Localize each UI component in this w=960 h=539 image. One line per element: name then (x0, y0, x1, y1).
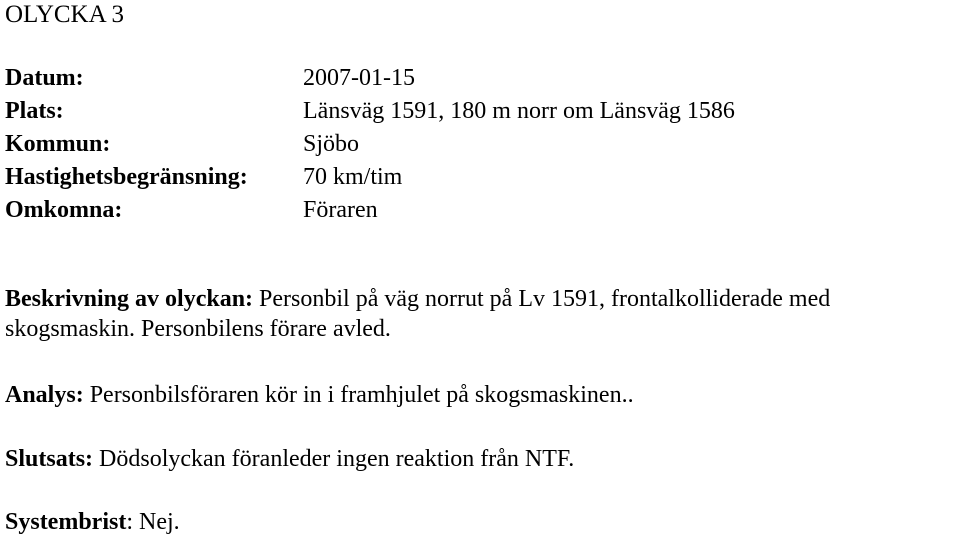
fact-value: 70 km/tim (303, 164, 403, 190)
fact-label: Hastighetsbegränsning: (5, 164, 248, 190)
system-fault-text: : Nej. (126, 509, 180, 535)
description-line-2: skogsmaskin. Personbilens förare avled. (5, 316, 391, 342)
description-line-1 (5, 284, 957, 314)
fact-label: Plats: (5, 98, 64, 124)
conclusion-paragraph (5, 444, 957, 474)
description-text-1: Personbil på väg norrut på Lv 1591, frontalkolliderade med (259, 286, 831, 312)
fact-value: Länsväg 1591, 180 m norr om Länsväg 1586 (303, 98, 735, 124)
fact-label: Datum: (5, 65, 84, 91)
analysis-text: Personbilsföraren kör in i framhjulet på skogsmaskinen.. (89, 382, 634, 408)
conclusion-text: Dödsolyckan föranleder ingen reaktion från NTF. (99, 446, 575, 472)
fact-value: Föraren (303, 197, 378, 223)
system-fault-paragraph (5, 507, 957, 537)
fact-label: Omkomna: (5, 197, 123, 223)
document-title: OLYCKA 3 (5, 1, 125, 28)
fact-value: Sjöbo (303, 131, 360, 157)
fact-label: Kommun: (5, 131, 111, 157)
analysis-paragraph (5, 380, 957, 410)
description-label: Beskrivning av olyckan: (5, 286, 254, 312)
conclusion-label: Slutsats: (5, 446, 94, 472)
system-fault-label: Systembrist (5, 509, 127, 535)
analysis-label: Analys: (5, 382, 84, 408)
fact-value: 2007-01-15 (303, 65, 415, 91)
description-paragraph (5, 284, 957, 344)
